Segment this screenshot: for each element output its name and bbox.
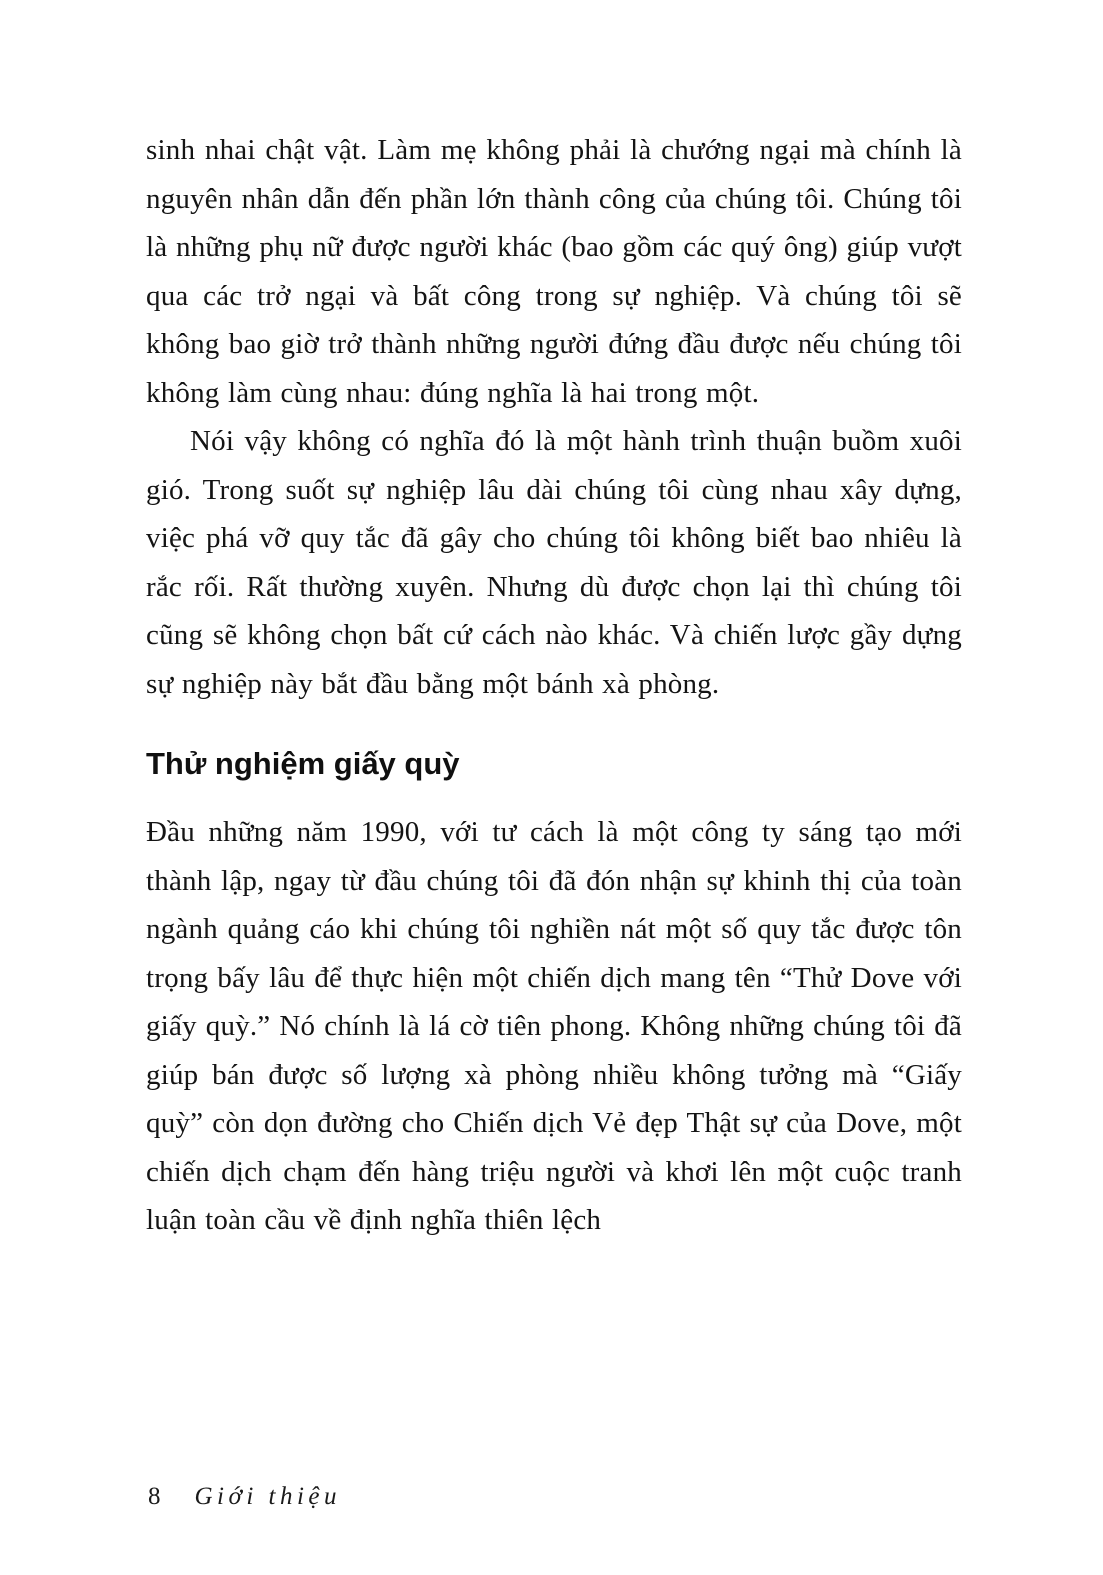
section-heading: Thử nghiệm giấy quỳ [146,746,460,781]
body-paragraph-1: sinh nhai chật vật. Làm mẹ không phải là chướng ngại mà chính là nguyên nhân dẫn đến phần lớn thành công của chúng tôi. Chúng tôi là những phụ nữ được người khác (bao gồm các quý ông) giúp vượt qua các trở ngại và bất công trong sự nghiệp. Và chúng tôi sẽ không bao giờ trở thành những người đứng đầu được nếu chúng tôi không làm cùng nhau: đúng nghĩa là hai trong một. [146,134,962,409]
body-paragraph-3: Đầu những năm 1990, với tư cách là một công ty sáng tạo mới thành lập, ngay từ đầu chúng tôi đã đón nhận sự khinh thị của toàn ngành quảng cáo khi chúng tôi nghiền nát một số quy tắc được tôn trọng bấy lâu để thực hiện một chiến dịch mang tên “Thử Dove với giấy quỳ.” Nó chính là lá cờ tiên phong. Không những chúng tôi đã giúp bán được số lượng xà phòng nhiều không tưởng mà “Giấy quỳ” còn dọn đường cho Chiến dịch Vẻ đẹp Thật sự của Dove, một chiến dịch chạm đến hàng triệu người và khơi lên một cuộc tranh luận toàn cầu về định nghĩa thiên lệch [146,816,962,1236]
text-block [146,126,962,1245]
page-footer [148,1483,341,1511]
page-number: 8 [148,1483,161,1510]
footer-section-title: Giới thiệu [194,1483,342,1510]
body-paragraph-2: Nói vậy không có nghĩa đó là một hành trình thuận buồm xuôi gió. Trong suốt sự nghiệp lâu dài chúng tôi cùng nhau xây dựng, việc phá vỡ quy tắc đã gây cho chúng tôi không biết bao nhiêu là rắc rối. Rất thường xuyên. Nhưng dù được chọn lại thì chúng tôi cũng sẽ không chọn bất cứ cách nào khác. Và chiến lược gầy dựng sự nghiệp này bắt đầu bằng một bánh xà phòng. [146,425,962,700]
